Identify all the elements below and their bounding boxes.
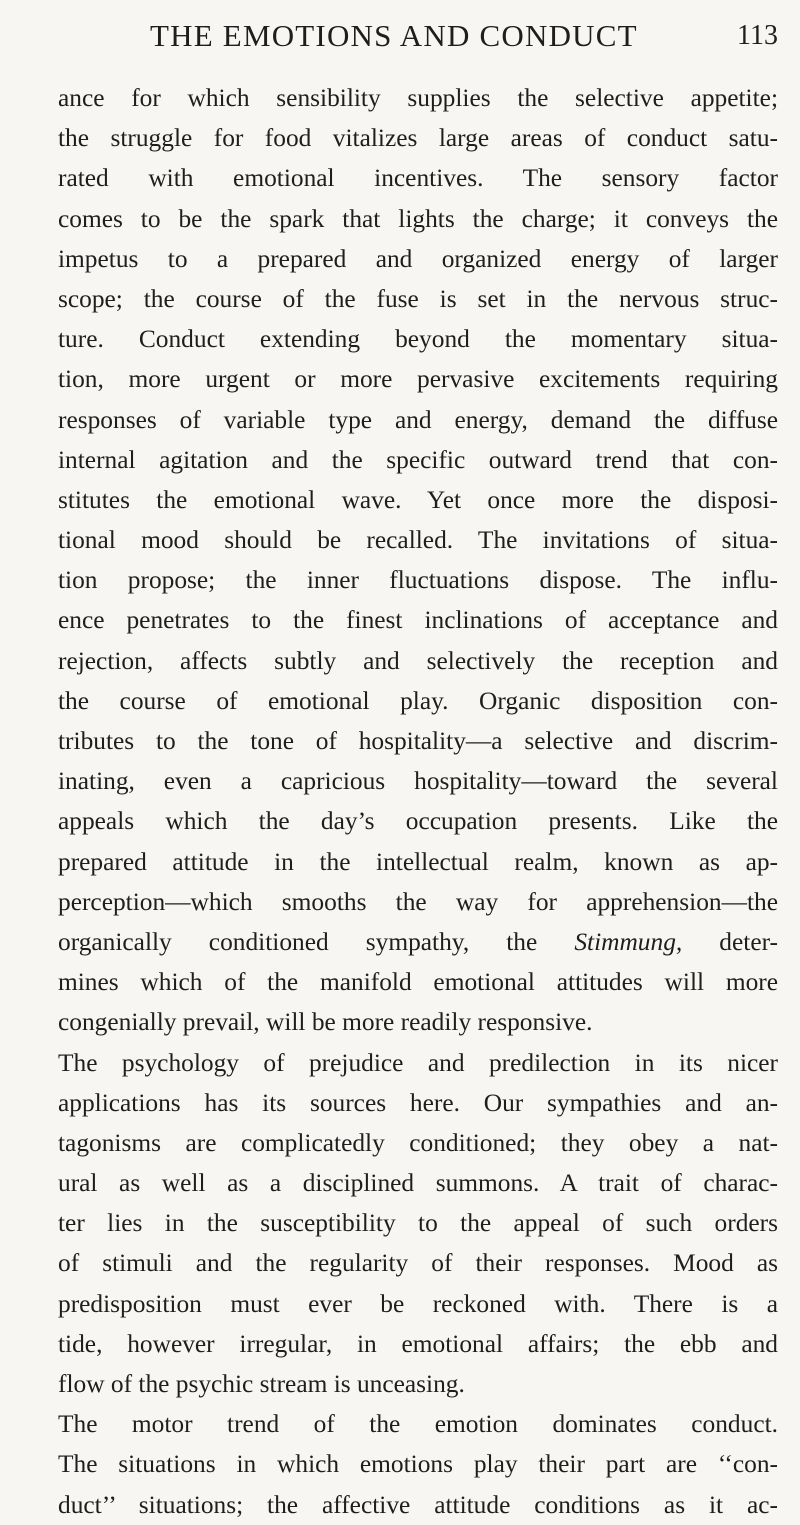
text-line: ture. Conduct extending beyond the momentary situa-	[58, 325, 778, 354]
body-text	[58, 78, 778, 1525]
text-line: flow of the psychic stream is unceasing.	[58, 1370, 465, 1398]
text-line: internal agitation and the specific outward trend that con-	[58, 445, 778, 474]
text-line-with-italic	[58, 922, 778, 962]
text-line: perception—which smooths the way for apprehension—the	[58, 887, 778, 916]
text-line: predisposition must ever be reckoned with. There is a	[58, 1289, 778, 1318]
text-line: the struggle for food vitalizes large areas of conduct satu-	[58, 124, 778, 153]
text-line: The motor trend of the emotion dominates conduct.	[58, 1410, 778, 1439]
text-line: prepared attitude in the intellectual realm, known as ap-	[58, 847, 778, 876]
text-line: stitutes the emotional wave. Yet once more the disposi-	[58, 485, 778, 514]
text-line: of stimuli and the regularity of their responses. Mood as	[58, 1249, 778, 1278]
text-line: tion propose; the inner fluctuations dispose. The influ-	[58, 566, 778, 595]
text-line: scope; the course of the fuse is set in the nervous struc-	[58, 284, 778, 313]
text-line: mines which of the manifold emotional attitudes will more	[58, 968, 778, 997]
text-line: rated with emotional incentives. The sensory factor	[58, 164, 778, 193]
text-line: ence penetrates to the finest inclinations of acceptance and	[58, 606, 778, 635]
text-line: impetus to a prepared and organized energy of larger	[58, 244, 778, 273]
text-line: comes to be the spark that lights the charge; it conveys the	[58, 204, 778, 233]
text-segment: organically conditioned sympathy, the	[58, 927, 575, 956]
italic-term: Stimmung,	[574, 927, 683, 956]
text-line: tagonisms are complicatedly conditioned; they obey a nat-	[58, 1128, 778, 1157]
text-line: The situations in which emotions play their part are ‘‘con-	[58, 1450, 778, 1479]
text-line: responses of variable type and energy, demand the diffuse	[58, 405, 778, 434]
text-line: tide, however irregular, in emotional affairs; the ebb and	[58, 1329, 778, 1358]
text-line: The psychology of prejudice and predilection in its nicer	[58, 1048, 778, 1077]
text-line: ter lies in the susceptibility to the appeal of such orders	[58, 1209, 778, 1238]
text-line: tributes to the tone of hospitality—a selective and discrim-	[58, 727, 778, 755]
text-line: rejection, affects subtly and selectively the reception and	[58, 646, 778, 675]
text-line: duct’’ situations; the affective attitude conditions as it ac-	[58, 1490, 778, 1519]
text-line: the course of emotional play. Organic disposition con-	[58, 686, 778, 715]
running-head	[58, 14, 778, 58]
text-line: tional mood should be recalled. The invitations of situa-	[58, 526, 778, 555]
text-line: ural as well as a disciplined summons. A trait of charac-	[58, 1169, 778, 1198]
text-line: applications has its sources here. Our sympathies and an-	[58, 1088, 778, 1117]
text-segment: deter-	[682, 927, 779, 956]
text-line: tion, more urgent or more pervasive excitements requiring	[58, 365, 778, 394]
text-line: inating, even a capricious hospitality—toward the several	[58, 767, 778, 796]
page-number: 113	[737, 20, 778, 51]
text-line: ance for which sensibility supplies the selective appetite;	[58, 84, 778, 112]
text-line: congenially prevail, will be more readily responsive.	[58, 1008, 593, 1037]
running-title: THE EMOTIONS AND CONDUCT	[150, 18, 638, 53]
text-line: appeals which the day’s occupation presents. Like the	[58, 807, 778, 836]
